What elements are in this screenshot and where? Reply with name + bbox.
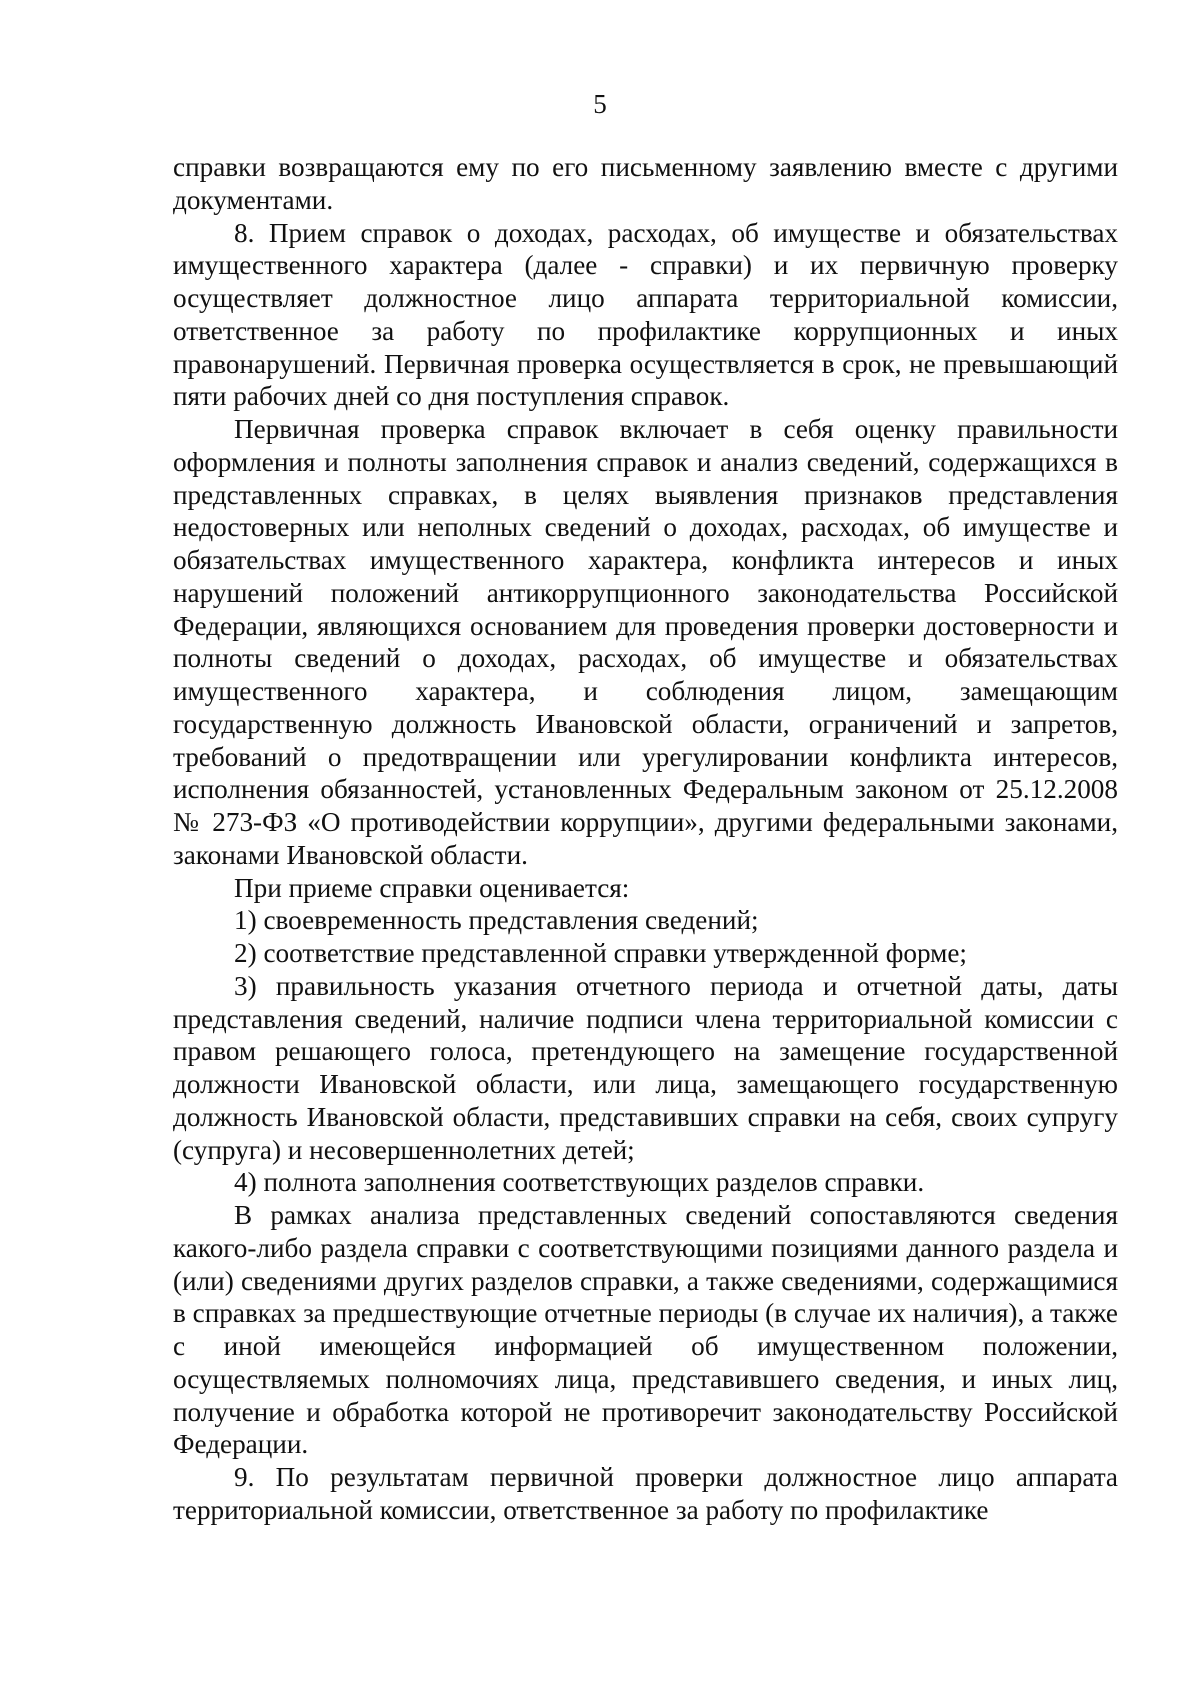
paragraph-continuation: справки возвращаются ему по его письменному заявлению вместе с другими документами. [173, 152, 1118, 215]
list-item-4: 4) полнота заполнения соответствующих разделов справки. [234, 1167, 925, 1198]
page-number: 5 [593, 89, 607, 119]
paragraph-item-8: 8. Прием справок о доходах, расходах, об имуществе и обязательствах имущественного характера (далее - справки) и их первичную проверку осуществляет должностное лицо аппарата территориальной комиссии, ответственное за работу по профилактике коррупционных и иных правонарушений. Первичная проверка осуществляется в срок, не превышающий пяти рабочих дней со дня поступления справок. [173, 217, 1118, 412]
document-body [173, 151, 1118, 1527]
list-item-2: 2) соответствие представленной справки утвержденной форме; [234, 938, 967, 968]
paragraph-evaluation-intro: При приеме справки оценивается: [234, 872, 630, 903]
paragraph-primary-check: Первичная проверка справок включает в себя оценку правильности оформления и полноты заполнения справок и анализ сведений, содержащихся в представленных справках, в целях выявления признаков представления недостоверных или неполных сведений о доходах, расходах, об имуществе и обязательствах имущественного характера, конфликта интересов и иных нарушений положений антикоррупционного законодательства Российской Федерации, являющихся основанием для проведения проверки достоверности и полноты сведений о доходах, расходах, об имуществе и обязательствах имущественного характера, и соблюдения лицом, замещающим государственную должность Ивановской области, ограничений и запретов, требований о предотвращении или урегулировании конфликта интересов, исполнения обязанностей, установленных Федеральным законом от 25.12.2008 № 273-ФЗ «О противодействии коррупции», другими федеральными законами, законами Ивановской области. [173, 414, 1118, 870]
list-item-1: 1) своевременность представления сведений; [234, 905, 759, 936]
paragraph-item-9: 9. По результатам первичной проверки должностное лицо аппарата территориальной комиссии, ответственное за работу по профилактике [173, 1462, 1118, 1525]
list-item-3: 3) правильность указания отчетного периода и отчетной даты, даты представления сведений, наличие подписи члена территориальной комиссии с правом решающего голоса, претендующего на замещение государственной должности Ивановской области, или лица, замещающего государственную должность Ивановской области, представивших справки на себя, своих супругу (супруга) и несовершеннолетних детей; [173, 970, 1118, 1165]
paragraph-analysis: В рамках анализа представленных сведений сопоставляются сведения какого-либо раздела справки с соответствующими позициями данного раздела и (или) сведениями других разделов справки, а также сведениями, содержащимися в справках за предшествующие отчетные периоды (в случае их наличия), а также с иной имеющейся информацией об имущественном положении, осуществляемых полномочиях лица, представившего сведения, и иных лиц, получение и обработка которой не противоречит законодательству Российской Федерации. [173, 1200, 1118, 1460]
